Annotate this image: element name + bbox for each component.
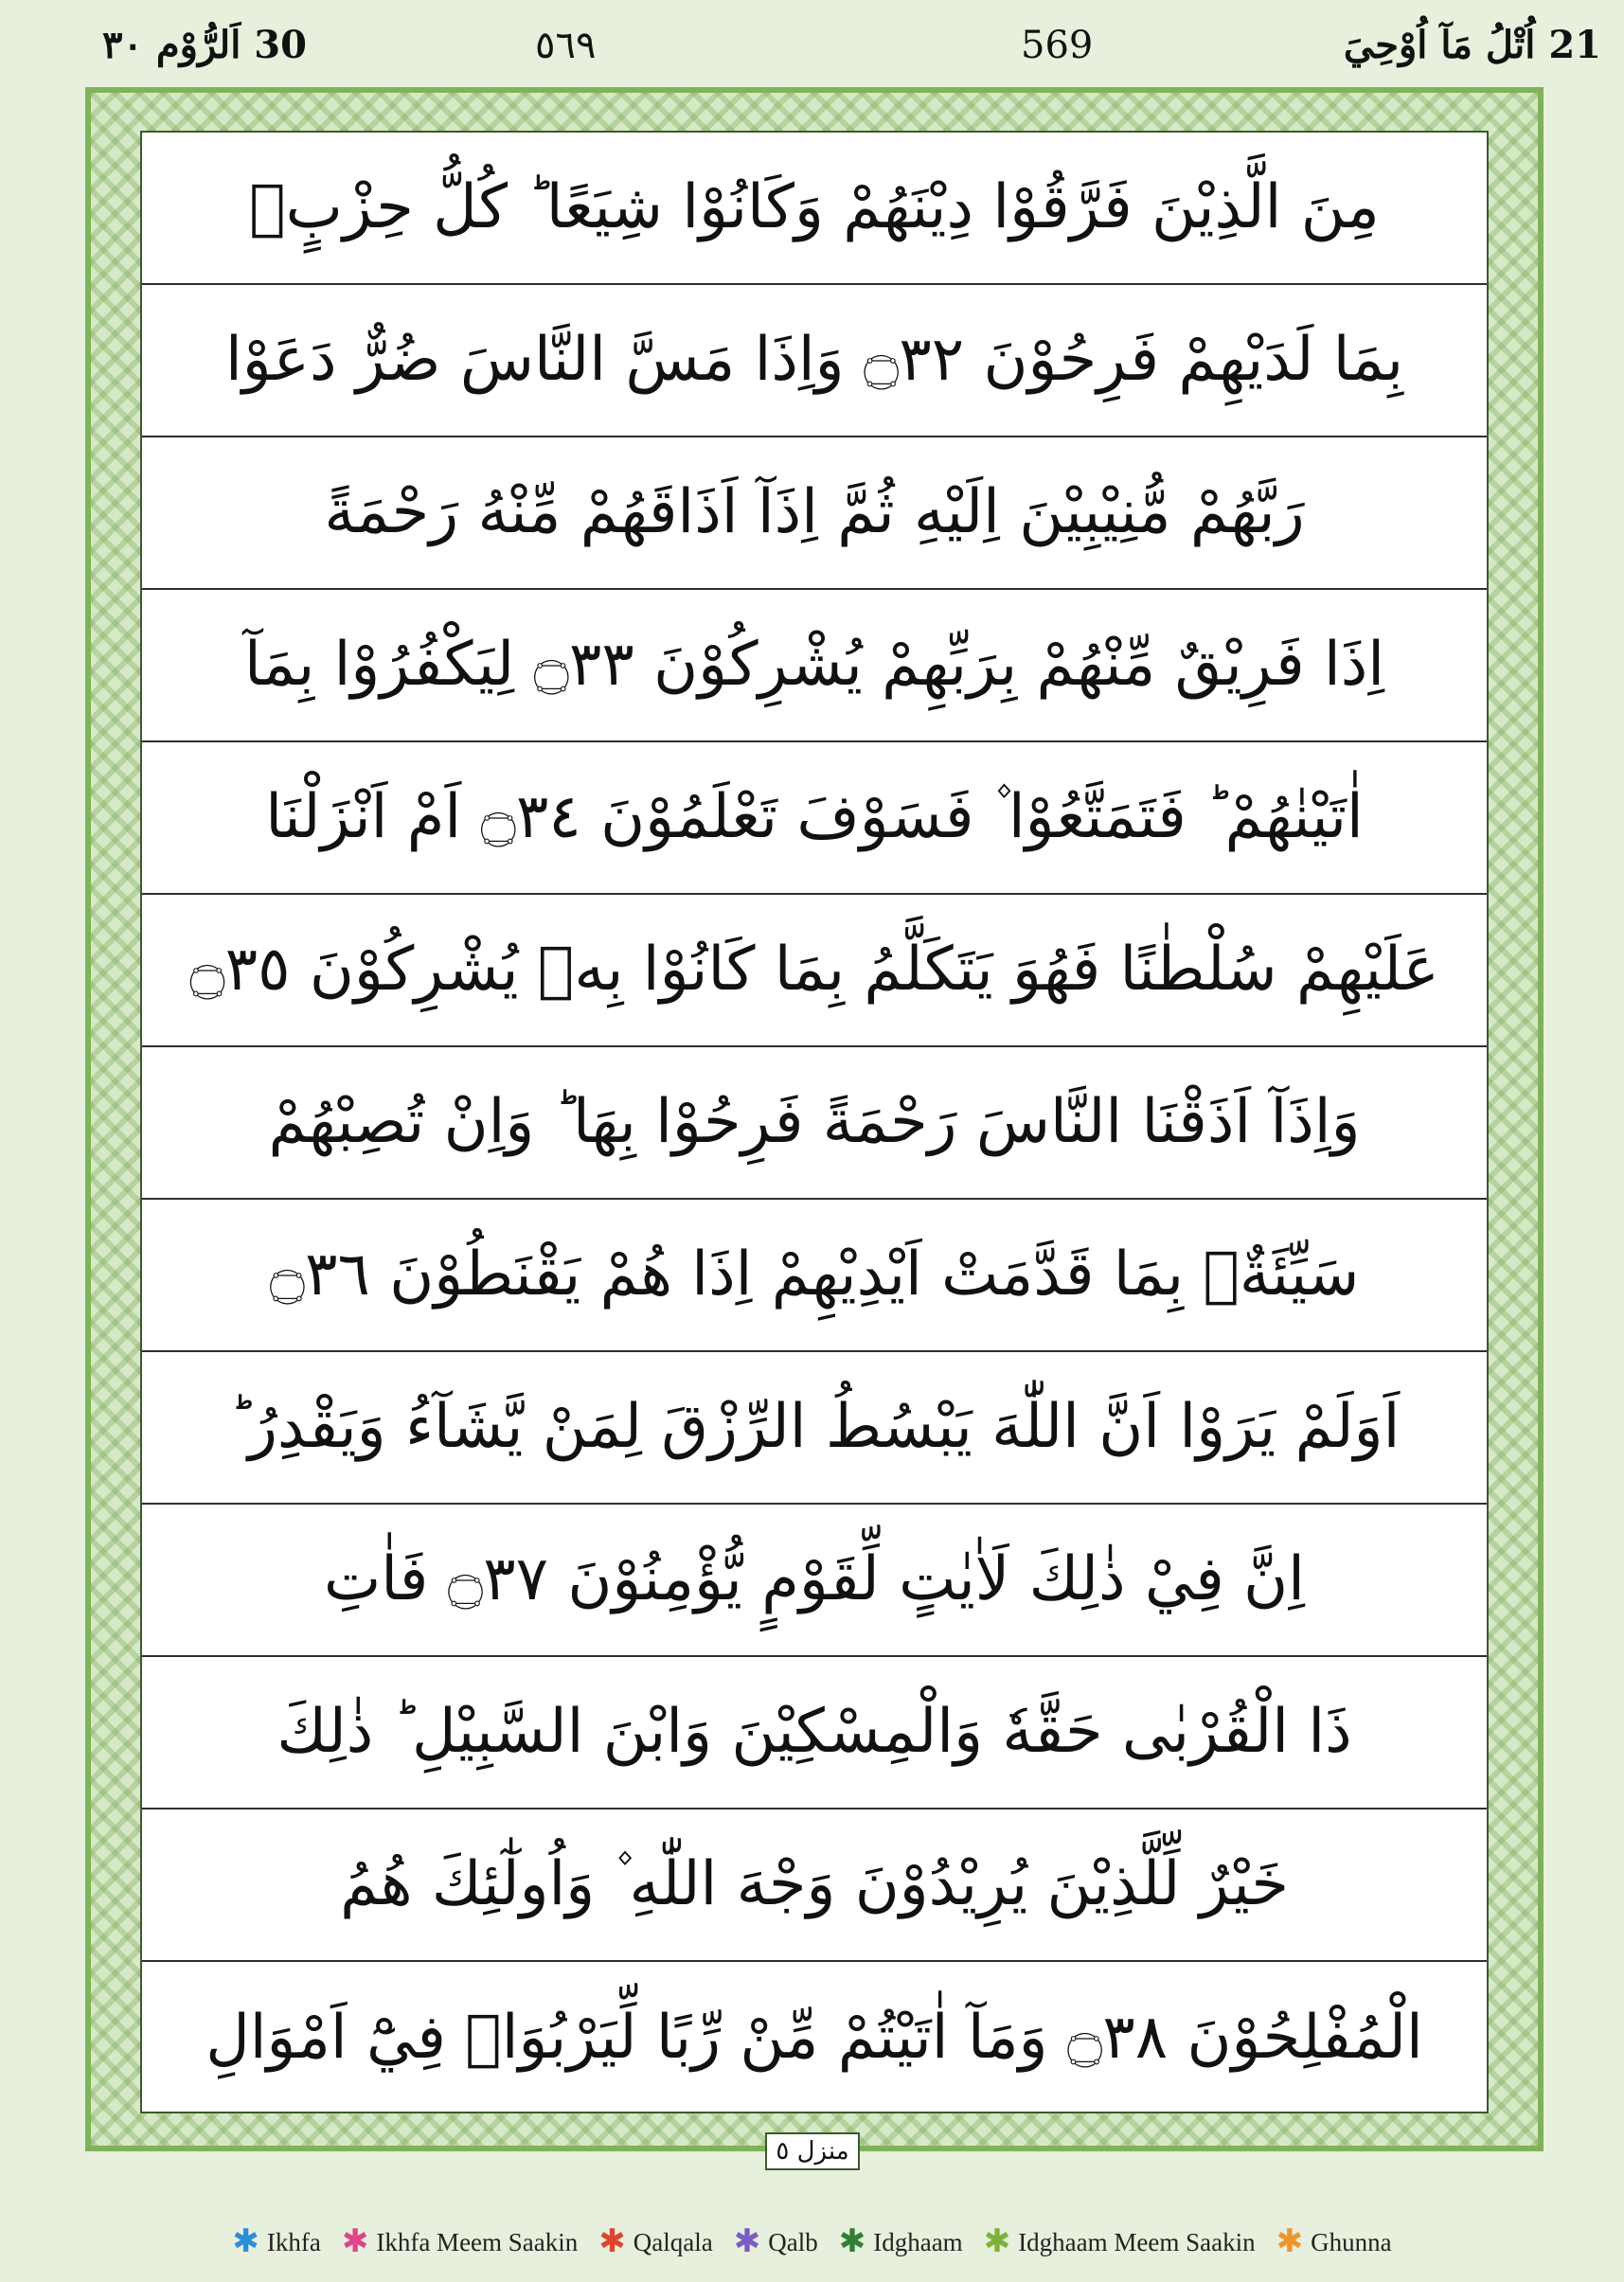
page-number: 569 xyxy=(1021,24,1094,67)
text-line-2 xyxy=(142,285,1487,437)
legend-label: Ghunna xyxy=(1311,2227,1392,2256)
line-text: بِمَا لَدَيْهِمْ فَرِحُوْنَ ۝٣٢ وَاِذَا مَسَّ النَّاسَ ضُرٌّ دَعَوْا xyxy=(224,325,1404,396)
legend-label: Idghaam xyxy=(873,2227,963,2256)
text-line-1 xyxy=(142,133,1487,285)
line-text: عَلَيْهِمْ سُلْطٰنًا فَهُوَ يَتَكَلَّمُ بِمَا كَانُوْا بِهٖ يُشْرِكُوْنَ ۝٣٥ xyxy=(189,935,1439,1006)
star-icon: ✱ xyxy=(341,2224,369,2259)
decorative-border xyxy=(85,87,1544,2151)
text-line-4 xyxy=(142,590,1487,742)
legend-item-qalqala xyxy=(598,2226,712,2258)
text-line-7 xyxy=(142,1047,1487,1200)
legend-item-idghaam-meem-saakin xyxy=(984,2226,1256,2258)
page-header xyxy=(0,0,1624,87)
text-line-8 xyxy=(142,1200,1487,1352)
star-icon: ✱ xyxy=(838,2224,866,2259)
text-line-10 xyxy=(142,1505,1487,1657)
legend-item-ikhfa-meem-saakin xyxy=(342,2226,578,2258)
legend-label: Ikhfa Meem Saakin xyxy=(376,2227,579,2256)
text-line-5 xyxy=(142,742,1487,895)
line-text: الْمُفْلِحُوْنَ ۝٣٨ وَمَآ اٰتَيْتُمْ مِّنْ رِّبًا لِّيَرْبُوَا۠ فِيْٓ اَمْوَالِ xyxy=(205,2003,1423,2074)
star-icon: ✱ xyxy=(598,2224,626,2259)
manzil-label: منزل ٥ xyxy=(765,2132,860,2170)
text-line-11 xyxy=(142,1657,1487,1810)
surah-label: 30 اَلرُّوْم ٣٠ xyxy=(102,23,307,67)
legend-label: Qalb xyxy=(768,2227,818,2256)
tajweed-legend xyxy=(0,2204,1624,2280)
line-text: اَوَلَمْ يَرَوْا اَنَّ اللّٰهَ يَبْسُطُ الرِّزْقَ لِمَنْ يَّشَآءُ وَيَقْدِرُ ؕ xyxy=(228,1392,1401,1463)
star-icon: ✱ xyxy=(1276,2224,1304,2259)
line-text: اٰتَيْنٰهُمْ ؕ فَتَمَتَّعُوْا ۫ فَسَوْفَ تَعْلَمُوْنَ ۝٣٤ اَمْ اَنْزَلْنَا xyxy=(265,782,1364,853)
star-icon: ✱ xyxy=(733,2224,761,2259)
text-line-3 xyxy=(142,437,1487,590)
legend-item-ghunna xyxy=(1276,2226,1392,2258)
line-text: رَبَّهُمْ مُّنِيْبِيْنَ اِلَيْهِ ثُمَّ اِذَآ اَذَاقَهُمْ مِّنْهُ رَحْمَةً xyxy=(324,477,1305,548)
text-line-9 xyxy=(142,1352,1487,1505)
text-line-12 xyxy=(142,1810,1487,1962)
legend-item-ikhfa xyxy=(232,2226,320,2258)
line-text: وَاِذَآ اَذَقْنَا النَّاسَ رَحْمَةً فَرِحُوْا بِهَا ؕ وَاِنْ تُصِبْهُمْ xyxy=(268,1087,1361,1158)
star-icon: ✱ xyxy=(232,2224,259,2259)
line-text: مِنَ الَّذِيْنَ فَرَّقُوْا دِيْنَهُمْ وَكَانُوْا شِيَعًا ؕ كُلُّ حِزْبٍۭ xyxy=(249,172,1380,243)
legend-label: Qalqala xyxy=(633,2227,713,2256)
line-text: اِنَّ فِيْ ذٰلِكَ لَاٰيٰتٍ لِّقَوْمٍ يُّؤْمِنُوْنَ ۝٣٧ فَاٰتِ xyxy=(324,1544,1305,1615)
juz-label: 21 اُتْلُ مَآ اُوْحِيَ xyxy=(1343,23,1601,67)
text-line-6 xyxy=(142,895,1487,1047)
line-text: اِذَا فَرِيْقٌ مِّنْهُمْ بِرَبِّهِمْ يُشْرِكُوْنَ ۝٣٣ لِيَكْفُرُوْا بِمَآ xyxy=(243,630,1385,701)
text-line-13 xyxy=(142,1962,1487,2114)
star-icon: ✱ xyxy=(983,2224,1011,2259)
text-panel xyxy=(140,131,1489,2113)
line-text: ذَا الْقُرْبٰى حَقَّهٗ وَالْمِسْكِيْنَ وَابْنَ السَّبِيْلِ ؕ ذٰلِكَ xyxy=(277,1697,1352,1768)
legend-item-qalb xyxy=(734,2226,818,2258)
legend-item-idghaam xyxy=(839,2226,963,2258)
line-text: خَيْرٌ لِّلَّذِيْنَ يُرِيْدُوْنَ وَجْهَ اللّٰهِ ۫ وَاُولٰٓئِكَ هُمُ xyxy=(340,1849,1289,1920)
legend-label: Idghaam Meem Saakin xyxy=(1018,2227,1256,2256)
legend-label: Ikhfa xyxy=(266,2227,321,2256)
line-text: سَيِّئَةٌۢ بِمَا قَدَّمَتْ اَيْدِيْهِمْ اِذَا هُمْ يَقْنَطُوْنَ ۝٣٦ xyxy=(269,1239,1360,1310)
page-number-arabic: ٥٦٩ xyxy=(535,24,597,67)
